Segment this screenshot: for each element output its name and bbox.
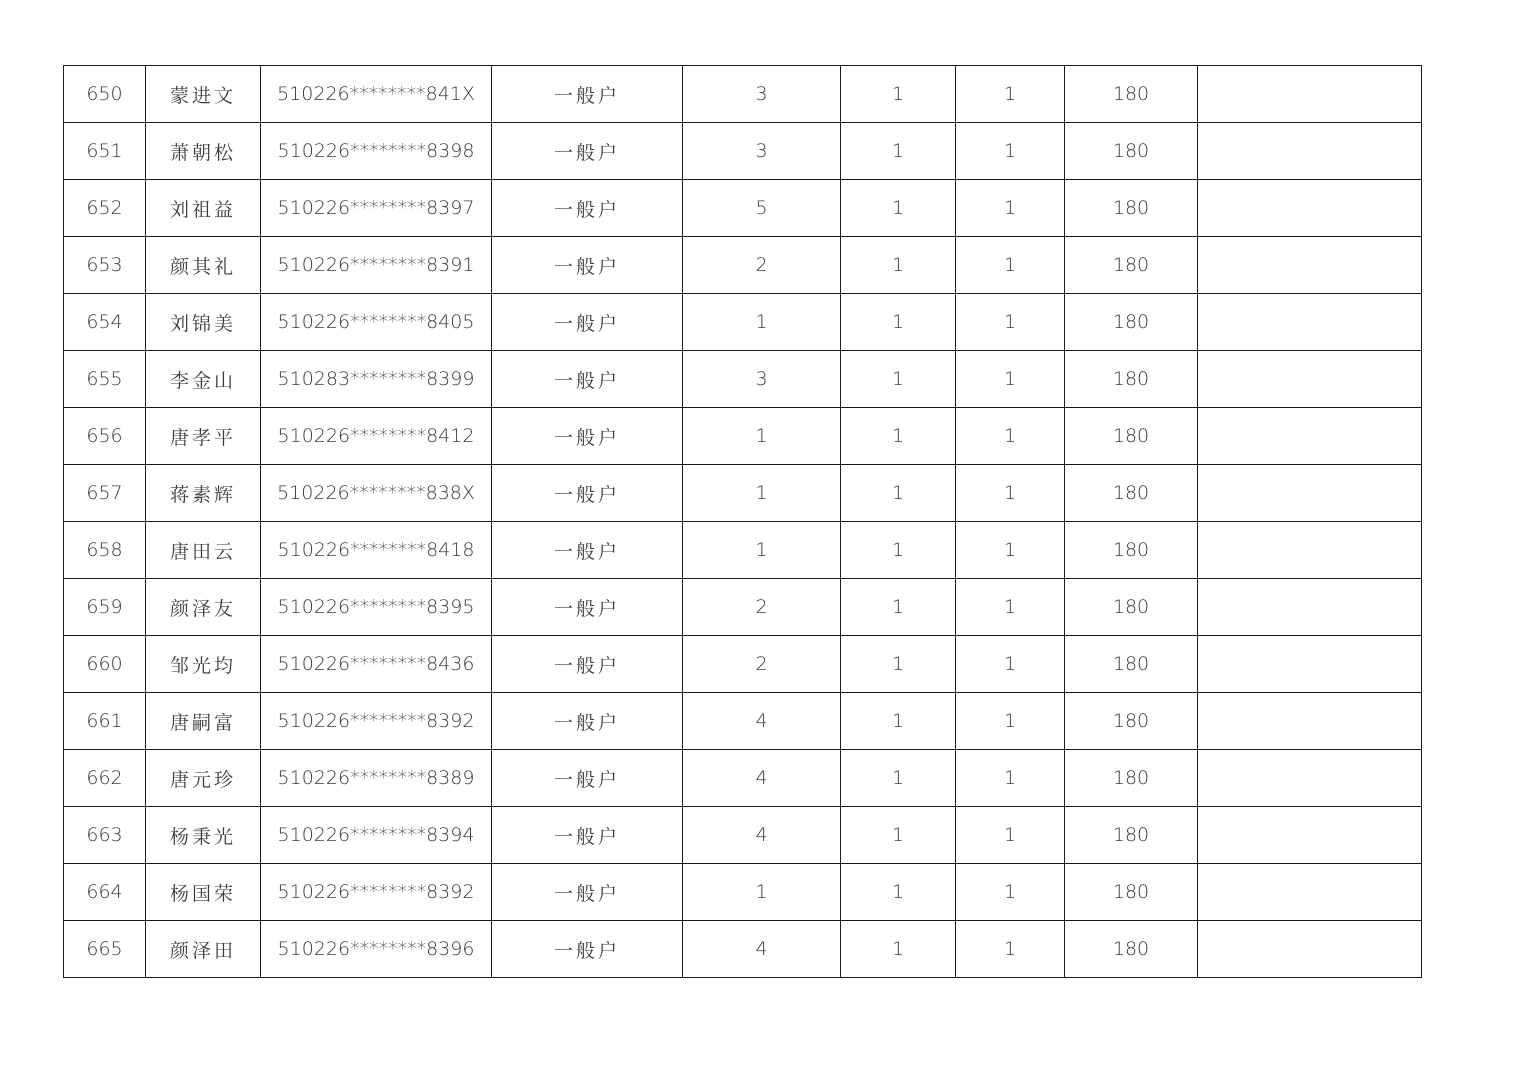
amount-cell: 180 (1065, 66, 1198, 123)
id-number-cell: 510226********8418 (261, 522, 492, 579)
amount-cell: 180 (1065, 408, 1198, 465)
amount-cell: 180 (1065, 180, 1198, 237)
count-cell-a: 1 (841, 693, 956, 750)
members-cell: 5 (683, 180, 841, 237)
table-row (64, 237, 1422, 294)
name-cell: 刘祖益 (146, 180, 261, 237)
id-number-cell: 510226********8412 (261, 408, 492, 465)
count-cell-a: 1 (841, 237, 956, 294)
household-type-cell: 一般户 (492, 750, 683, 807)
count-cell-a: 1 (841, 921, 956, 978)
household-type-cell: 一般户 (492, 237, 683, 294)
count-cell-a: 1 (841, 408, 956, 465)
members-cell: 4 (683, 807, 841, 864)
count-cell-b: 1 (956, 864, 1065, 921)
table-row (64, 921, 1422, 978)
remark-cell (1198, 237, 1422, 294)
count-cell-a: 1 (841, 636, 956, 693)
household-type-cell: 一般户 (492, 351, 683, 408)
table-row (64, 123, 1422, 180)
count-cell-a: 1 (841, 180, 956, 237)
household-type-cell: 一般户 (492, 408, 683, 465)
household-type-cell: 一般户 (492, 123, 683, 180)
table-row (64, 465, 1422, 522)
remark-cell (1198, 750, 1422, 807)
name-cell: 蒋素辉 (146, 465, 261, 522)
count-cell-a: 1 (841, 864, 956, 921)
table-row (64, 750, 1422, 807)
table-row (64, 180, 1422, 237)
id-number-cell: 510226********8405 (261, 294, 492, 351)
table-row (64, 294, 1422, 351)
name-cell: 唐元珍 (146, 750, 261, 807)
name-cell: 萧朝松 (146, 123, 261, 180)
count-cell-b: 1 (956, 579, 1065, 636)
name-cell: 唐嗣富 (146, 693, 261, 750)
members-cell: 2 (683, 636, 841, 693)
count-cell-a: 1 (841, 807, 956, 864)
remark-cell (1198, 579, 1422, 636)
table-row (64, 351, 1422, 408)
household-type-cell: 一般户 (492, 522, 683, 579)
table-row (64, 636, 1422, 693)
id-number-cell: 510226********838X (261, 465, 492, 522)
remark-cell (1198, 864, 1422, 921)
row-number-cell: 653 (64, 237, 146, 294)
members-cell: 2 (683, 237, 841, 294)
count-cell-a: 1 (841, 465, 956, 522)
id-number-cell: 510226********8389 (261, 750, 492, 807)
id-number-cell: 510226********8392 (261, 693, 492, 750)
count-cell-b: 1 (956, 123, 1065, 180)
count-cell-b: 1 (956, 522, 1065, 579)
name-cell: 唐孝平 (146, 408, 261, 465)
row-number-cell: 663 (64, 807, 146, 864)
count-cell-b: 1 (956, 66, 1065, 123)
row-number-cell: 658 (64, 522, 146, 579)
name-cell: 颜泽田 (146, 921, 261, 978)
remark-cell (1198, 522, 1422, 579)
id-number-cell: 510226********8397 (261, 180, 492, 237)
members-cell: 4 (683, 921, 841, 978)
name-cell: 邹光均 (146, 636, 261, 693)
count-cell-a: 1 (841, 294, 956, 351)
row-number-cell: 664 (64, 864, 146, 921)
row-number-cell: 659 (64, 579, 146, 636)
table-row (64, 807, 1422, 864)
count-cell-b: 1 (956, 807, 1065, 864)
count-cell-a: 1 (841, 351, 956, 408)
table-row (64, 522, 1422, 579)
id-number-cell: 510226********8394 (261, 807, 492, 864)
remark-cell (1198, 294, 1422, 351)
row-number-cell: 654 (64, 294, 146, 351)
members-cell: 3 (683, 66, 841, 123)
amount-cell: 180 (1065, 351, 1198, 408)
amount-cell: 180 (1065, 807, 1198, 864)
table-row (64, 408, 1422, 465)
amount-cell: 180 (1065, 522, 1198, 579)
amount-cell: 180 (1065, 294, 1198, 351)
row-number-cell: 652 (64, 180, 146, 237)
count-cell-a: 1 (841, 522, 956, 579)
remark-cell (1198, 636, 1422, 693)
remark-cell (1198, 807, 1422, 864)
members-cell: 1 (683, 294, 841, 351)
remark-cell (1198, 408, 1422, 465)
remark-cell (1198, 465, 1422, 522)
name-cell: 杨国荣 (146, 864, 261, 921)
row-number-cell: 660 (64, 636, 146, 693)
amount-cell: 180 (1065, 750, 1198, 807)
members-cell: 4 (683, 693, 841, 750)
name-cell: 刘锦美 (146, 294, 261, 351)
name-cell: 唐田云 (146, 522, 261, 579)
household-type-cell: 一般户 (492, 66, 683, 123)
household-type-cell: 一般户 (492, 294, 683, 351)
amount-cell: 180 (1065, 579, 1198, 636)
count-cell-b: 1 (956, 408, 1065, 465)
row-number-cell: 656 (64, 408, 146, 465)
count-cell-b: 1 (956, 237, 1065, 294)
row-number-cell: 650 (64, 66, 146, 123)
members-cell: 3 (683, 123, 841, 180)
count-cell-b: 1 (956, 294, 1065, 351)
members-cell: 2 (683, 579, 841, 636)
name-cell: 颜其礼 (146, 237, 261, 294)
count-cell-b: 1 (956, 636, 1065, 693)
table-row (64, 579, 1422, 636)
members-cell: 1 (683, 864, 841, 921)
roster-table (63, 65, 1422, 978)
id-number-cell: 510226********841X (261, 66, 492, 123)
amount-cell: 180 (1065, 864, 1198, 921)
amount-cell: 180 (1065, 123, 1198, 180)
household-type-cell: 一般户 (492, 807, 683, 864)
amount-cell: 180 (1065, 237, 1198, 294)
row-number-cell: 655 (64, 351, 146, 408)
count-cell-b: 1 (956, 693, 1065, 750)
members-cell: 1 (683, 465, 841, 522)
household-type-cell: 一般户 (492, 636, 683, 693)
count-cell-b: 1 (956, 180, 1065, 237)
count-cell-b: 1 (956, 750, 1065, 807)
count-cell-b: 1 (956, 465, 1065, 522)
count-cell-b: 1 (956, 921, 1065, 978)
row-number-cell: 661 (64, 693, 146, 750)
members-cell: 1 (683, 408, 841, 465)
name-cell: 颜泽友 (146, 579, 261, 636)
amount-cell: 180 (1065, 921, 1198, 978)
household-type-cell: 一般户 (492, 465, 683, 522)
members-cell: 3 (683, 351, 841, 408)
remark-cell (1198, 921, 1422, 978)
household-type-cell: 一般户 (492, 921, 683, 978)
remark-cell (1198, 351, 1422, 408)
id-number-cell: 510226********8396 (261, 921, 492, 978)
id-number-cell: 510226********8398 (261, 123, 492, 180)
household-type-cell: 一般户 (492, 864, 683, 921)
table-row (64, 693, 1422, 750)
household-type-cell: 一般户 (492, 180, 683, 237)
id-number-cell: 510226********8436 (261, 636, 492, 693)
id-number-cell: 510283********8399 (261, 351, 492, 408)
count-cell-a: 1 (841, 579, 956, 636)
amount-cell: 180 (1065, 636, 1198, 693)
amount-cell: 180 (1065, 693, 1198, 750)
count-cell-a: 1 (841, 66, 956, 123)
remark-cell (1198, 180, 1422, 237)
remark-cell (1198, 693, 1422, 750)
count-cell-a: 1 (841, 123, 956, 180)
id-number-cell: 510226********8391 (261, 237, 492, 294)
count-cell-b: 1 (956, 351, 1065, 408)
row-number-cell: 662 (64, 750, 146, 807)
name-cell: 李金山 (146, 351, 261, 408)
remark-cell (1198, 123, 1422, 180)
name-cell: 杨秉光 (146, 807, 261, 864)
id-number-cell: 510226********8395 (261, 579, 492, 636)
name-cell: 蒙进文 (146, 66, 261, 123)
remark-cell (1198, 66, 1422, 123)
count-cell-a: 1 (841, 750, 956, 807)
table-row (64, 66, 1422, 123)
row-number-cell: 657 (64, 465, 146, 522)
roster-body (64, 66, 1422, 978)
row-number-cell: 665 (64, 921, 146, 978)
members-cell: 4 (683, 750, 841, 807)
id-number-cell: 510226********8392 (261, 864, 492, 921)
household-type-cell: 一般户 (492, 693, 683, 750)
amount-cell: 180 (1065, 465, 1198, 522)
household-type-cell: 一般户 (492, 579, 683, 636)
row-number-cell: 651 (64, 123, 146, 180)
table-row (64, 864, 1422, 921)
members-cell: 1 (683, 522, 841, 579)
